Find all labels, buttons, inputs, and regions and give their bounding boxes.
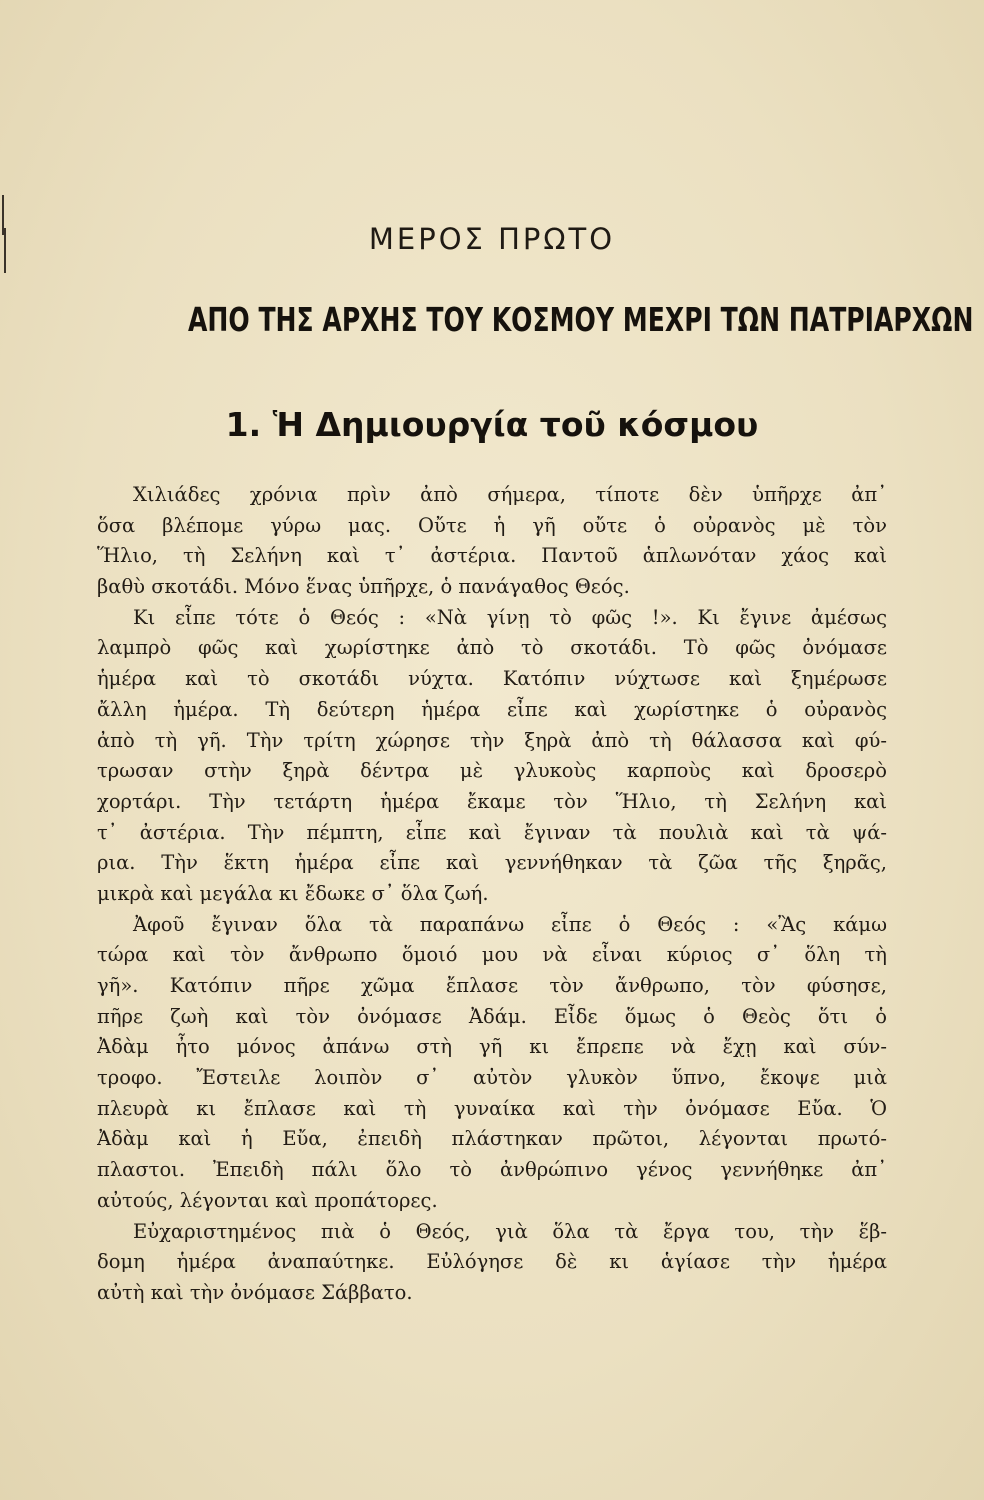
text-line: Κι εἶπε τότε ὁ Θεός : «Νὰ γίνῃ τὸ φῶς !». Κι ἔγινε ἀμέσως — [133, 605, 887, 629]
text-line: αὐτὴ καὶ τὴν ὀνόμασε Σάββατο. — [97, 1280, 413, 1304]
text-line: ἄλλη ἡμέρα. Τὴ δεύτερη ἡμέρα εἶπε καὶ χωρίστηκε ὁ οὐρανὸς — [97, 697, 887, 721]
text-line: ὅσα βλέπομε γύρω μας. Οὔτε ἡ γῆ οὔτε ὁ οὐρανὸς μὲ τὸν — [97, 513, 887, 537]
text-line: τώρα καὶ τὸν ἄνθρωπο ὅμοιό μου νὰ εἶναι κύριος σ᾽ ὅλη τὴ — [97, 943, 887, 967]
text-line: πλευρὰ κι ἔπλασε καὶ τὴ γυναίκα καὶ τὴν ὀνόμασε Εὔα. Ὁ — [97, 1096, 887, 1120]
chapter-text — [97, 480, 887, 1309]
text-line: τροφο. Ἔστειλε λοιπὸν σ᾽ αὐτὸν γλυκὸν ὕπνο, ἔκοψε μιὰ — [97, 1066, 887, 1090]
text-line: μικρὰ καὶ μεγάλα κι ἔδωκε σ᾽ ὅλα ζωή. — [97, 881, 489, 905]
text-line: Χιλιάδες χρόνια πρὶν ἀπὸ σήμερα, τίποτε δὲν ὑπῆρχε ἀπ᾽ — [133, 483, 887, 506]
text-line: Ἀδὰμ ἦτο μόνος ἀπάνω στὴ γῆ κι ἔπρεπε νὰ ἔχῃ καὶ σύν- — [97, 1035, 887, 1059]
part-title: ΑΠΟ ΤΗΣ ΑΡΧΗΣ ΤΟΥ ΚΟΣΜΟΥ ΜΕΧΡΙ ΤΩΝ ΠΑΤΡΙΑΡΧΩΝ — [188, 300, 974, 339]
text-line: Ἀφοῦ ἔγιναν ὅλα τὰ παραπάνω εἶπε ὁ Θεός : «Ἂς κάμω — [133, 912, 887, 936]
text-line: ἡμέρα καὶ τὸ σκοτάδι νύχτα. Κατόπιν νύχτωσε καὶ ξημέρωσε — [97, 667, 887, 691]
text-line: Εὐχαριστημένος πιὰ ὁ Θεός, γιὰ ὅλα τὰ ἔργα του, τὴν ἕβ- — [133, 1219, 887, 1243]
text-line: γῆ». Κατόπιν πῆρε χῶμα ἔπλασε τὸν ἄνθρωπο, τὸν φύσησε, — [97, 974, 887, 997]
text-line: τρωσαν στὴν ξηρὰ δέντρα μὲ γλυκοὺς καρποὺς καὶ δροσερὸ — [97, 759, 887, 783]
text-line: ἀπὸ τὴ γῆ. Τὴν τρίτη χώρησε τὴν ξηρὰ ἀπὸ τὴ θάλασσα καὶ φύ- — [97, 728, 887, 752]
text-line: ρια. Τὴν ἕκτη ἡμέρα εἶπε καὶ γεννήθηκαν τὰ ζῶα τῆς ξηρᾶς, — [97, 851, 887, 875]
part-label: ΜΕΡΟΣ ΠΡΩΤΟ — [368, 222, 616, 256]
text-line: Ἥλιο, τὴ Σελήνη καὶ τ᾽ ἀστέρια. Παντοῦ ἁπλωνόταν χάος καὶ — [97, 544, 887, 568]
text-line: δομη ἡμέρα ἀναπαύτηκε. Εὐλόγησε δὲ κι ἁγίασε τὴν ἡμέρα — [97, 1250, 887, 1274]
text-line: τ᾽ ἀστέρια. Τὴν πέμπτη, εἶπε καὶ ἔγιναν τὰ πουλιὰ καὶ τὰ ψά- — [97, 820, 887, 844]
chapter-title: 1. Ἡ Δημιουργία τοῦ κόσμου — [225, 405, 759, 444]
text-line: χορτάρι. Τὴν τετάρτη ἡμέρα ἔκαμε τὸν Ἥλιο, τὴ Σελήνη καὶ — [97, 789, 887, 813]
text-line: Ἀδὰμ καὶ ἡ Εὔα, ἐπειδὴ πλάστηκαν πρῶτοι, λέγονται πρωτό- — [97, 1127, 887, 1151]
text-line: πλαστοι. Ἐπειδὴ πάλι ὅλο τὸ ἀνθρώπινο γένος γεννήθηκε ἀπ᾽ — [97, 1158, 887, 1182]
text-line: πῆρε ζωὴ καὶ τὸν ὀνόμασε Ἀδάμ. Εἶδε ὅμως ὁ Θεὸς ὅτι ὁ — [97, 1004, 887, 1028]
text-line: λαμπρὸ φῶς καὶ χωρίστηκε ἀπὸ τὸ σκοτάδι. Τὸ φῶς ὀνόμασε — [97, 636, 887, 660]
text-line: αὐτούς, λέγονται καὶ προπάτορες. — [97, 1188, 438, 1212]
text-line: βαθὺ σκοτάδι. Μόνο ἕνας ὑπῆρχε, ὁ πανάγαθος Θεός. — [97, 575, 630, 599]
